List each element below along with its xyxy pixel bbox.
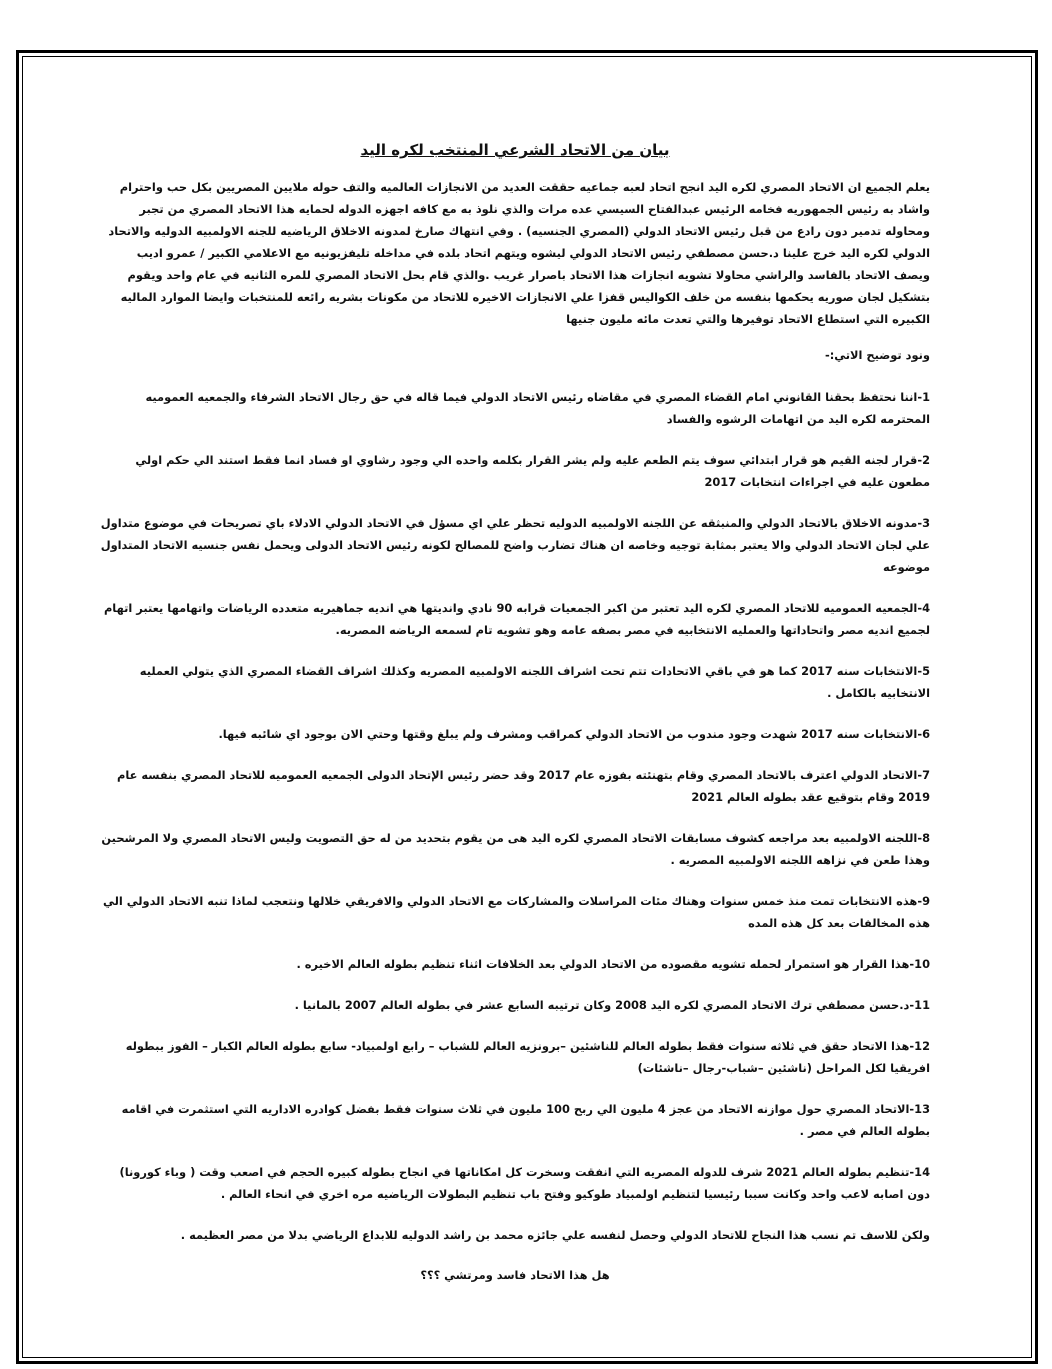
- list-item: 11-د.حسن مصطفي ترك الاتحاد المصري لكره اليد 2008 وكان ترتيبه السابع عشر في بطوله العالم 2007 بالمانيا .: [294, 998, 930, 1012]
- document-title: بيان من الاتحاد الشرعي المنتخب لكره اليد: [360, 141, 670, 159]
- closing-paragraph: ولكن للاسف تم نسب هذا النجاح للاتحاد الدولي وحصل لنفسه علي جائزه محمد بن راشد الدوليه للابداع الرياضي بدلا من مصر العظيمه .: [180, 1228, 930, 1242]
- list-item: 4-الجمعيه العموميه للاتحاد المصري لكره اليد تعتبر من اكبر الجمعيات قرابه 90 نادي وانديتها هي انديه جماهيريه متعدده الرياضات واتهامها يعتبر اتهام لجميع انديه مصر واتحاداتها والعمليه الانتخابيه في مصر بصفه عامه وهو تشويه تام لسمعه الرياضه المصريه.: [103, 601, 930, 637]
- list-item: 10-هذا القرار هو استمرار لحمله تشويه مقصوده من الاتحاد الدولي بعد الخلافات اثناء تنظيم بطوله العالم الاخيره .: [296, 957, 930, 971]
- list-item: 7-الاتحاد الدولي اعترف بالاتحاد المصري وقام بتهنئته بفوزه عام 2017 وقد حضر رئيس الإتحاد الدولى الجمعيه العموميه للاتحاد المصري بنفسه عام 2019 وقام بتوقيع عقد بطوله العالم 2021: [117, 768, 930, 804]
- list-item: 6-الانتخابات سنه 2017 شهدت وجود مندوب من الاتحاد الدولي كمراقب ومشرف ولم يبلغ وقتها وحتي الان بوجود اي شائبه فيها.: [218, 727, 930, 741]
- list-item: 9-هذه الانتخابات تمت منذ خمس سنوات وهناك مئات المراسلات والمشاركات مع الاتحاد الدولي والافريقي خلالها ونتعجب لماذا تنبه الاتحاد الدولي الي هذه المخالفات بعد كل هذه المده: [103, 894, 930, 930]
- list-item: 1-اننا نحتفظ بحقنا القانوني امام القضاء المصري في مقاضاه رئيس الاتحاد الدولي فيما قاله في حق رجال الاتحاد الشرفاء والجمعيه العموميه المحترمه لكره اليد من اتهامات الرشوه والفساد: [145, 390, 930, 426]
- list-item: 13-الاتحاد المصري حول موازنه الاتحاد من عجز 4 مليون الي ربح 100 مليون في ثلاث سنوات فقط بفضل كوادره الاداريه التي استثمرت في اقامه بطوله العالم في مصر .: [121, 1102, 930, 1138]
- closing-question: هل هذا الاتحاد فاسد ومرتشي ؟؟؟: [420, 1268, 610, 1282]
- intro-paragraph: يعلم الجميع ان الاتحاد المصري لكره اليد انجح اتحاد لعبه جماعيه حققت العديد من الانجازات العالميه والتف حوله ملايين المصريين بكل حب واحترام واشاد به رئيس الجمهوريه فخامه الرئيس عبدالفتاح السيسي عده مرات والذي نلوذ به مع كافه اجهزه الدوله لحمايه هذا الاتحاد المصري من تجبر ومحاوله تدمير دون رادع من قبل رئيس الاتحاد الدولي (المصري الجنسيه) . وفي انتهاك صارخ لمدونه الاخلاق الرياضيه للجنه الاولمبيه الدوليه والاتحاد الدولي لكره اليد خرج علينا د.حسن مصطفي رئيس الاتحاد الدولي ليشوه ويتهم اتحاد بلده في مداخله تليفزيونيه مع الاعلامي الكبير / عمرو اديب ويصف الاتحاد بالفاسد والراشي محاولا تشويه انجازات هذا الاتحاد باصرار غريب .والذي قام بحل الاتحاد المصري للمره الثانيه في عام واحد ويقوم بتشكيل لجان صوريه يحكمها بنفسه من خلف الكواليس قفزا علي الانجازات الاخيره للاتحاد من مكونات بشريه رائعه للمنتخبات وايضا الموارد الماليه الكبيره التي استطاع الاتحاد توفيرها والتي تعدت مائه مليون جنيها: [108, 180, 930, 326]
- list-item: 2-قرار لجنه القيم هو قرار ابتدائي سوف يتم الطعم عليه ولم يشر القرار بكلمه واحده الي وجود رشاوي او فساد انما فقط استند الي حكم اولي مطعون عليه في اجراءات انتخابات 2017: [135, 453, 930, 489]
- list-item: 14-تنظيم بطوله العالم 2021 شرف للدوله المصريه التي انفقت وسخرت كل امكاناتها في انجاح بطوله كبيره الحجم في اصعب وقت ( وباء كورونا) دون اصابه لاعب واحد وكانت سببا رئيسيا لتنظيم اولمبياد طوكيو وفتح باب تنظيم البطولات الرياضيه مره اخري في انحاء العالم .: [119, 1165, 930, 1201]
- statement-body: [100, 128, 930, 1286]
- list-item: 8-اللجنه الاولمبيه بعد مراجعه كشوف مسابقات الاتحاد المصري لكره اليد هى من يقوم بتحديد من له حق التصويت وليس الاتحاد المصري ولا المرشحين وهذا طعن في نزاهه اللجنه الاولمبيه المصريه .: [101, 831, 930, 867]
- list-item: 12-هذا الاتحاد حقق في ثلاثه سنوات فقط بطوله العالم للناشئين –برونزيه العالم للشباب – رابع اولمبياد- سابع بطوله العالم الكبار – الفوز ببطوله افريقيا لكل المراحل (ناشئين –شباب-رجال –ناشئات): [125, 1039, 930, 1075]
- list-item: 3-مدونه الاخلاق بالاتحاد الدولي والمنبثقه عن اللجنه الاولمبيه الدوليه تحظر علي اي مسؤل في الاتحاد الدولي الادلاء باي تصريحات في موضوع متداول علي لجان الاتحاد الدولي والا يعتبر بمثابة توجيه وخاصه ان هناك تضارب واضح للمصالح لكونه رئيس الاتحاد الدولى ويحمل نفس جنسيه الاتحاد المتداول موضوعه: [100, 516, 930, 574]
- lead-line: ونود توضيح الاتي:-: [824, 348, 930, 362]
- list-item: 5-الانتخابات سنه 2017 كما هو في باقي الاتحادات تتم تحت اشراف اللجنه الاولمبيه المصريه وكذلك اشراف القضاء المصري الذي يتولي العمليه الانتخابيه بالكامل .: [139, 664, 930, 700]
